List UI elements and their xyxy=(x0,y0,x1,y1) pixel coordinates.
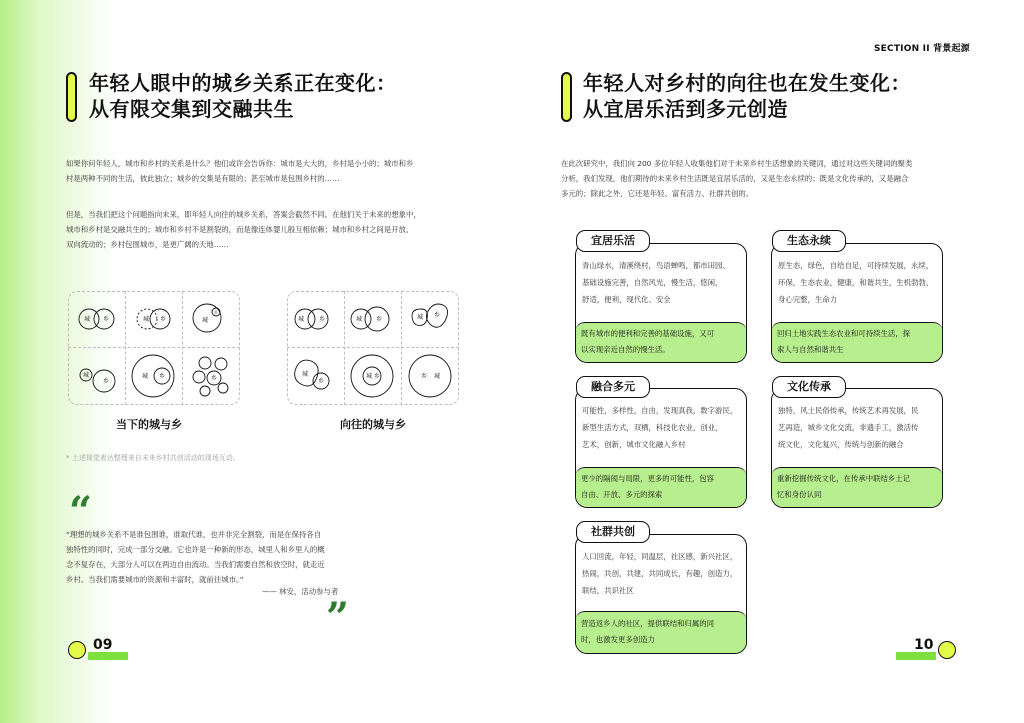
left-paragraph-2: 但是，当我们把这个问题指向未来，即年轻人向往的城乡关系，答案会截然不同。在他们关于未来的想象中， 城市和乡村是交融共生的；城市和乡村不是割裂的，而是像连体婴儿般互相依赖；城市和乡村之间是开放、 双向流动的；乡村包围城市，是更广阔的天地…… xyxy=(66,210,421,249)
svg-text:乡: 乡 xyxy=(420,373,428,380)
village-label: 乡 xyxy=(210,375,218,382)
card-eco xyxy=(771,243,943,363)
quote-author: —— 林安，活动参与者 xyxy=(262,587,339,596)
card-keywords-line: 艺术，创新，城市文化融入乡村 xyxy=(582,440,686,449)
participant-quote: “理想的城乡关系不是谁包围谁，谁取代谁，也并非完全割裂，而是在保持各自 独特性的同时，完成一部分交融。它也许是一种新的形态，城里人和乡里人的概 念不复存在，大部分人可以在两边自由流动。当我们需要自然和放空时，就走近 乡村。当我们需要城市的资源和丰富时，就前往城市。” xyxy=(66,530,325,584)
city-label: 城 xyxy=(142,316,150,323)
current-relation-caption: 当下的城与乡 xyxy=(116,418,182,431)
svg-text:乡: 乡 xyxy=(317,378,325,385)
card-community xyxy=(575,534,747,654)
card-summary: 营造返乡人的社区，提供联结和归属的同 时，也激发更多创造力 xyxy=(575,611,747,654)
right-title-bar xyxy=(561,72,572,122)
card-culture xyxy=(771,388,943,508)
left-title-bar xyxy=(66,72,77,122)
page-dot xyxy=(938,641,956,659)
village-label: 乡 xyxy=(102,316,110,323)
card-keywords-line: 联结，共识社区 xyxy=(582,586,634,595)
city-label: 城 xyxy=(83,316,91,323)
future-relation-caption: 向往的城与乡 xyxy=(340,418,406,431)
city-label: 城 xyxy=(201,317,209,324)
left-heading: 年轻人眼中的城乡关系正在变化： 从有限交集到交融共生 xyxy=(89,71,397,121)
tag-community: 社群共创 xyxy=(576,521,650,543)
svg-text:城: 城 xyxy=(301,371,309,378)
city-label: 城 xyxy=(141,373,149,380)
village-label: 乡 xyxy=(158,373,166,380)
tag-livable: 宜居乐活 xyxy=(576,230,650,252)
page-dot xyxy=(68,641,86,659)
card-keywords-line: 艺再造，城乡文化交流，非遗手工，激活传 xyxy=(778,423,919,432)
village-label: 乡 xyxy=(214,310,218,315)
svg-text:乡: 乡 xyxy=(318,316,326,323)
right-heading: 年轻人对乡村的向往也在发生变化： 从宜居乐活到多元创造 xyxy=(583,71,911,121)
card-keywords-line: 统文化，文化复兴，传统与创新的融合 xyxy=(778,440,904,449)
card-diverse xyxy=(575,388,747,508)
page-number-right: 10 xyxy=(914,637,934,653)
svg-text:城: 城 xyxy=(365,373,373,380)
tag-culture: 文化传承 xyxy=(772,376,846,398)
card-keywords-line: 原生态，绿色，自给自足，可持续发展，永续， xyxy=(778,261,934,270)
card-keywords-line: 基础设施完善，自然风光，慢生活，悠闲， xyxy=(582,278,723,287)
diagram-source-note: * 上述视觉表达整理来自未来乡村共创活动的现场互动。 xyxy=(66,454,240,462)
card-keywords-line: 环保，生态农业，健康，和谐共生，生机勃勃， xyxy=(778,278,934,287)
left-paragraph-1: 如果你问年轻人，城市和乡村的关系是什么？他们或许会告诉你：城市是大大的，乡村是小小的；城市和乡 村是两种不同的生活，彼此独立；城乡的交集是有限的；甚至城市是包围乡村的…… xyxy=(66,159,414,183)
section-label: SECTION II 背景起源 xyxy=(874,44,970,54)
card-summary: 更少的隔阂与局限，更多的可能性，包容 自由、开放、多元的探索 xyxy=(575,467,747,508)
card-keywords-line: 独特，风土民俗传承，传统艺术再发展，民 xyxy=(778,406,919,415)
card-summary: 重新挖掘传统文化，在传承中联结乡土记 忆和身份认同 xyxy=(771,467,943,508)
page-number-underline xyxy=(896,652,936,660)
city-circle xyxy=(132,355,174,397)
page-number-underline xyxy=(88,652,128,660)
card-keywords-line: 新型生活方式，双栖，科技化农业，创业， xyxy=(582,423,723,432)
svg-text:乡: 乡 xyxy=(373,373,381,380)
quote-close-mark: ” xyxy=(326,594,350,641)
svg-text:乡: 乡 xyxy=(433,312,441,319)
future-relation-diagram xyxy=(287,291,459,405)
svg-text:城: 城 xyxy=(355,316,363,323)
svg-text:城: 城 xyxy=(433,373,441,380)
card-keywords-line: 青山绿水，清溪绕村，鸟语蝉鸣，都市田园、 xyxy=(582,261,730,270)
card-keywords-line: 热闹，共创，共建，共同成长，有趣，创造力， xyxy=(582,569,738,578)
card-keywords-line: 人口回流，年轻，同温层，社区感，新兴社区， xyxy=(582,552,738,561)
card-livable xyxy=(575,243,747,363)
page-number-left: 09 xyxy=(93,637,113,653)
svg-text:城: 城 xyxy=(416,314,424,321)
card-summary: 既有城市的便利和完善的基础设施，又可 以实现亲近自然的慢生活。 xyxy=(575,322,747,363)
card-keywords-line: 可能性，多样性，自由，发现真我，数字游民， xyxy=(582,406,738,415)
quote-open-mark: “ xyxy=(69,488,93,535)
village-label: 乡 xyxy=(159,316,167,323)
tag-eco: 生态永续 xyxy=(772,230,846,252)
svg-text:城: 城 xyxy=(297,316,305,323)
tag-diverse: 融合多元 xyxy=(576,376,650,398)
card-summary: 回归土地实践生态农业和可持续生活，探 索人与自然和谐共生 xyxy=(771,322,943,363)
village-label: 乡 xyxy=(102,378,110,385)
svg-text:乡: 乡 xyxy=(375,316,383,323)
card-keywords-line: 舒适，便利，现代化、安全 xyxy=(582,295,671,304)
right-intro: 在此次研究中，我们向 200 多位年轻人收集他们对于未来乡村生活想象的关键词，通过对这些关键词的聚类 分析，我们发现，他们期待的未来乡村生活既是宜居乐活的，又是生态永续的；既是文化传承的，又是融合 多元的；除此之外，它还是年轻、富有活力、社群共创的。 xyxy=(561,159,913,198)
current-relation-diagram xyxy=(68,291,240,405)
card-keywords-line: 身心完整，生命力 xyxy=(778,295,838,304)
city-label: 城 xyxy=(82,372,90,379)
